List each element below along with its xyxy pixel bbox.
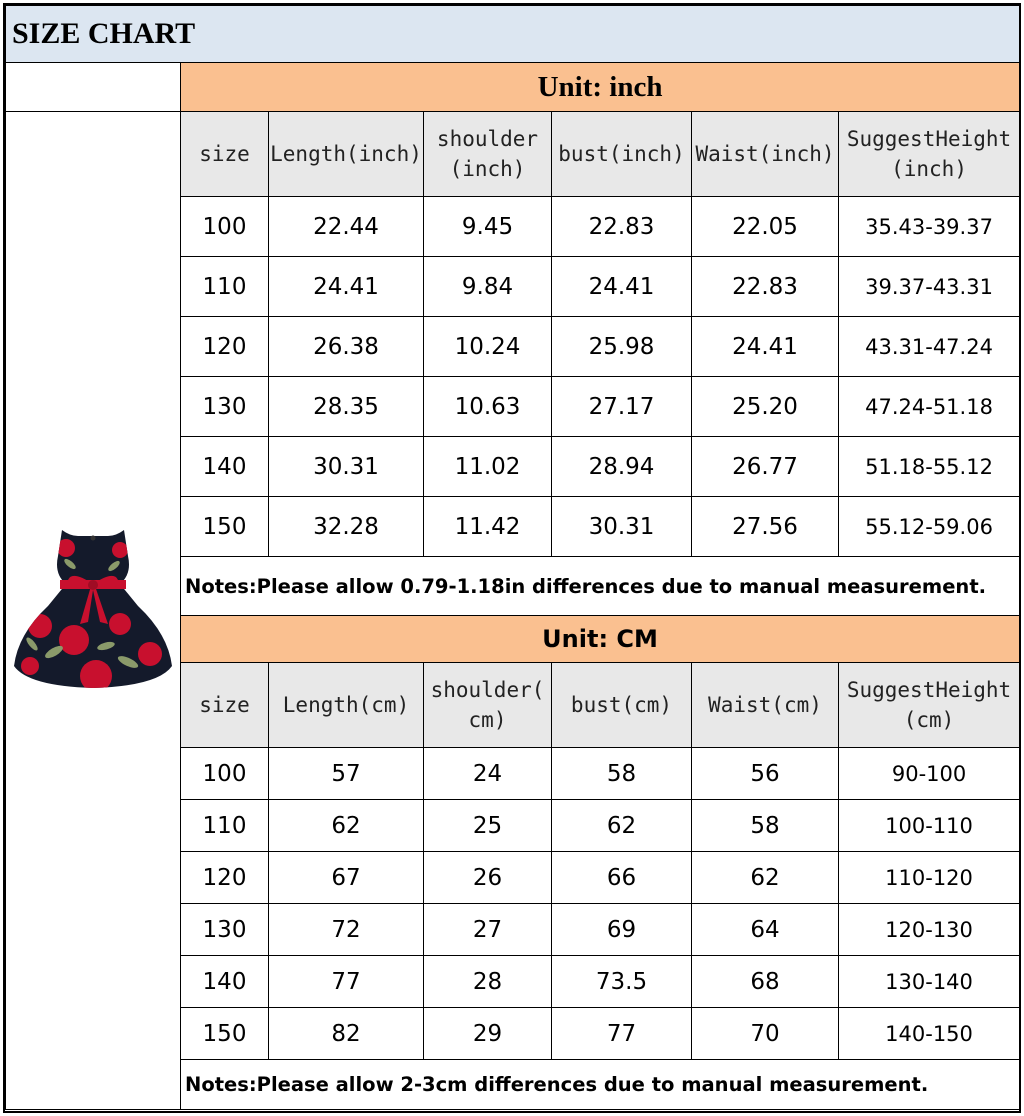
unit-cm-label: Unit: CM bbox=[181, 616, 1020, 663]
cm-header-2: shoulder( cm) bbox=[424, 663, 552, 748]
inch-cell: 11.42 bbox=[424, 497, 552, 557]
cm-cell: 77 bbox=[552, 1008, 692, 1060]
cm-cell: 26 bbox=[424, 852, 552, 904]
cm-header-0: size bbox=[181, 663, 269, 748]
inch-header-row bbox=[6, 112, 1020, 197]
inch-cell: 130 bbox=[181, 377, 269, 437]
cm-cell: 82 bbox=[269, 1008, 424, 1060]
cm-cell: 25 bbox=[424, 800, 552, 852]
inch-cell: 110 bbox=[181, 257, 269, 317]
inch-cell: 27.56 bbox=[692, 497, 839, 557]
cm-note: Notes:Please allow 2-3cm differences due to manual measurement. bbox=[181, 1060, 1020, 1110]
cm-cell: 62 bbox=[269, 800, 424, 852]
inch-header-3: bust(inch) bbox=[552, 112, 692, 197]
cm-cell: 69 bbox=[552, 904, 692, 956]
inch-cell: 22.83 bbox=[552, 197, 692, 257]
cm-cell: 58 bbox=[552, 748, 692, 800]
cm-cell: 100 bbox=[181, 748, 269, 800]
cm-cell: 66 bbox=[552, 852, 692, 904]
inch-cell: 22.05 bbox=[692, 197, 839, 257]
inch-header-1: Length(inch) bbox=[269, 112, 424, 197]
cm-cell: 120 bbox=[181, 852, 269, 904]
inch-header-5: SuggestHeight (inch) bbox=[839, 112, 1020, 197]
inch-cell: 120 bbox=[181, 317, 269, 377]
inch-header-2: shoulder (inch) bbox=[424, 112, 552, 197]
inch-unit-row bbox=[6, 63, 1020, 112]
cm-cell: 140-150 bbox=[839, 1008, 1020, 1060]
inch-cell: 140 bbox=[181, 437, 269, 497]
inch-cell: 24.41 bbox=[269, 257, 424, 317]
cm-cell: 110-120 bbox=[839, 852, 1020, 904]
cm-header-3: bust(cm) bbox=[552, 663, 692, 748]
inch-cell: 30.31 bbox=[552, 497, 692, 557]
inch-cell: 39.37-43.31 bbox=[839, 257, 1020, 317]
cm-cell: 140 bbox=[181, 956, 269, 1008]
inch-cell: 9.45 bbox=[424, 197, 552, 257]
cm-cell: 62 bbox=[692, 852, 839, 904]
inch-cell: 26.77 bbox=[692, 437, 839, 497]
cm-cell: 100-110 bbox=[839, 800, 1020, 852]
cm-cell: 27 bbox=[424, 904, 552, 956]
inch-cell: 51.18-55.12 bbox=[839, 437, 1020, 497]
unit-inch-label: Unit: inch bbox=[181, 63, 1020, 112]
inch-cell: 25.98 bbox=[552, 317, 692, 377]
cm-cell: 77 bbox=[269, 956, 424, 1008]
inch-cell: 10.63 bbox=[424, 377, 552, 437]
cm-cell: 130 bbox=[181, 904, 269, 956]
inch-cell: 10.24 bbox=[424, 317, 552, 377]
cm-cell: 67 bbox=[269, 852, 424, 904]
cm-header-4: Waist(cm) bbox=[692, 663, 839, 748]
inch-cell: 100 bbox=[181, 197, 269, 257]
cm-cell: 56 bbox=[692, 748, 839, 800]
inch-cell: 24.41 bbox=[692, 317, 839, 377]
inch-header-0: size bbox=[181, 112, 269, 197]
chart-title: SIZE CHART bbox=[6, 6, 1020, 63]
blank-cell bbox=[6, 63, 181, 112]
cm-cell: 58 bbox=[692, 800, 839, 852]
title-row bbox=[6, 6, 1020, 63]
cm-cell: 90-100 bbox=[839, 748, 1020, 800]
cm-cell: 73.5 bbox=[552, 956, 692, 1008]
inch-cell: 28.35 bbox=[269, 377, 424, 437]
size-chart bbox=[3, 3, 1021, 1113]
inch-cell: 25.20 bbox=[692, 377, 839, 437]
cm-header-1: Length(cm) bbox=[269, 663, 424, 748]
cm-cell: 28 bbox=[424, 956, 552, 1008]
cm-cell: 130-140 bbox=[839, 956, 1020, 1008]
product-image-cell bbox=[6, 112, 181, 1110]
inch-cell: 11.02 bbox=[424, 437, 552, 497]
inch-cell: 27.17 bbox=[552, 377, 692, 437]
cm-cell: 29 bbox=[424, 1008, 552, 1060]
inch-cell: 9.84 bbox=[424, 257, 552, 317]
inch-cell: 22.44 bbox=[269, 197, 424, 257]
inch-cell: 35.43-39.37 bbox=[839, 197, 1020, 257]
cm-cell: 68 bbox=[692, 956, 839, 1008]
inch-cell: 150 bbox=[181, 497, 269, 557]
inch-cell: 22.83 bbox=[692, 257, 839, 317]
inch-cell: 30.31 bbox=[269, 437, 424, 497]
cm-header-5: SuggestHeight (cm) bbox=[839, 663, 1020, 748]
cm-cell: 62 bbox=[552, 800, 692, 852]
inch-cell: 24.41 bbox=[552, 257, 692, 317]
cm-cell: 57 bbox=[269, 748, 424, 800]
inch-note: Notes:Please allow 0.79-1.18in differences due to manual measurement. bbox=[181, 557, 1020, 616]
floral-dress-image bbox=[10, 526, 176, 696]
inch-cell: 43.31-47.24 bbox=[839, 317, 1020, 377]
cm-cell: 64 bbox=[692, 904, 839, 956]
cm-cell: 72 bbox=[269, 904, 424, 956]
inch-cell: 55.12-59.06 bbox=[839, 497, 1020, 557]
cm-cell: 70 bbox=[692, 1008, 839, 1060]
cm-cell: 24 bbox=[424, 748, 552, 800]
inch-cell: 47.24-51.18 bbox=[839, 377, 1020, 437]
cm-cell: 110 bbox=[181, 800, 269, 852]
inch-header-4: Waist(inch) bbox=[692, 112, 839, 197]
inch-cell: 26.38 bbox=[269, 317, 424, 377]
inch-cell: 28.94 bbox=[552, 437, 692, 497]
inch-cell: 32.28 bbox=[269, 497, 424, 557]
size-chart-table bbox=[5, 5, 1020, 1110]
cm-cell: 120-130 bbox=[839, 904, 1020, 956]
cm-cell: 150 bbox=[181, 1008, 269, 1060]
size-chart-body bbox=[6, 6, 1020, 1110]
